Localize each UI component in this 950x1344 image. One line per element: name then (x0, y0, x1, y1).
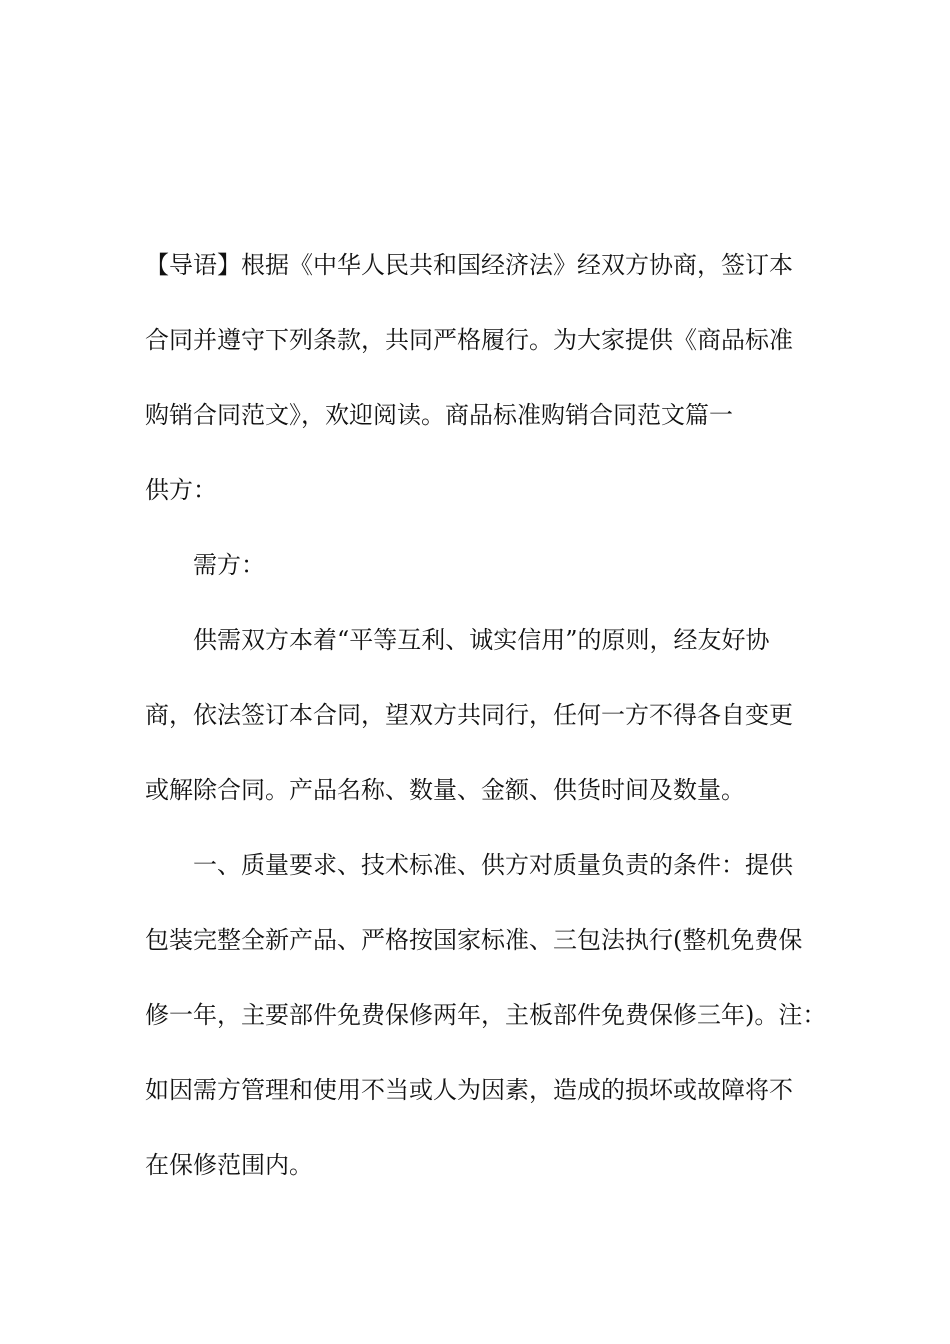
text-line: 【导语】根据《中华人民共和国经济法》经双方协商，签订本 (145, 251, 793, 279)
text-line: 或解除合同。产品名称、数量、金额、供货时间及数量。 (145, 776, 745, 804)
buyer-paragraph (145, 528, 807, 603)
quality-clause-paragraph (145, 828, 827, 1203)
text-line: 一、质量要求、技术标准、供方对质量负责的条件：提供 (193, 851, 793, 879)
text-line: 在保修范围内。 (145, 1151, 313, 1179)
text-line: 合同并遵守下列条款，共同严格履行。为大家提供《商品标准 (145, 326, 793, 354)
supplier-label: 供方： (145, 476, 217, 504)
buyer-label: 需方： (193, 551, 265, 579)
text-line: 供需双方本着“平等互利、诚实信用”的原则，经友好协 (193, 626, 770, 654)
text-line: 商，依法签订本合同，望双方共同行，任何一方不得各自变更 (145, 701, 793, 729)
text-line: 购销合同范文》，欢迎阅读。商品标准购销合同范文篇一 (145, 401, 733, 429)
intro-paragraph (145, 228, 807, 528)
principle-paragraph (145, 603, 807, 828)
text-line: 包装完整全新产品、严格按国家标准、三包法执行(整机免费保 (145, 926, 803, 954)
document-body (145, 228, 827, 1203)
text-line: 如因需方管理和使用不当或人为因素，造成的损坏或故障将不 (145, 1076, 793, 1104)
text-line: 修一年，主要部件免费保修两年，主板部件免费保修三年)。注： (145, 1001, 827, 1029)
